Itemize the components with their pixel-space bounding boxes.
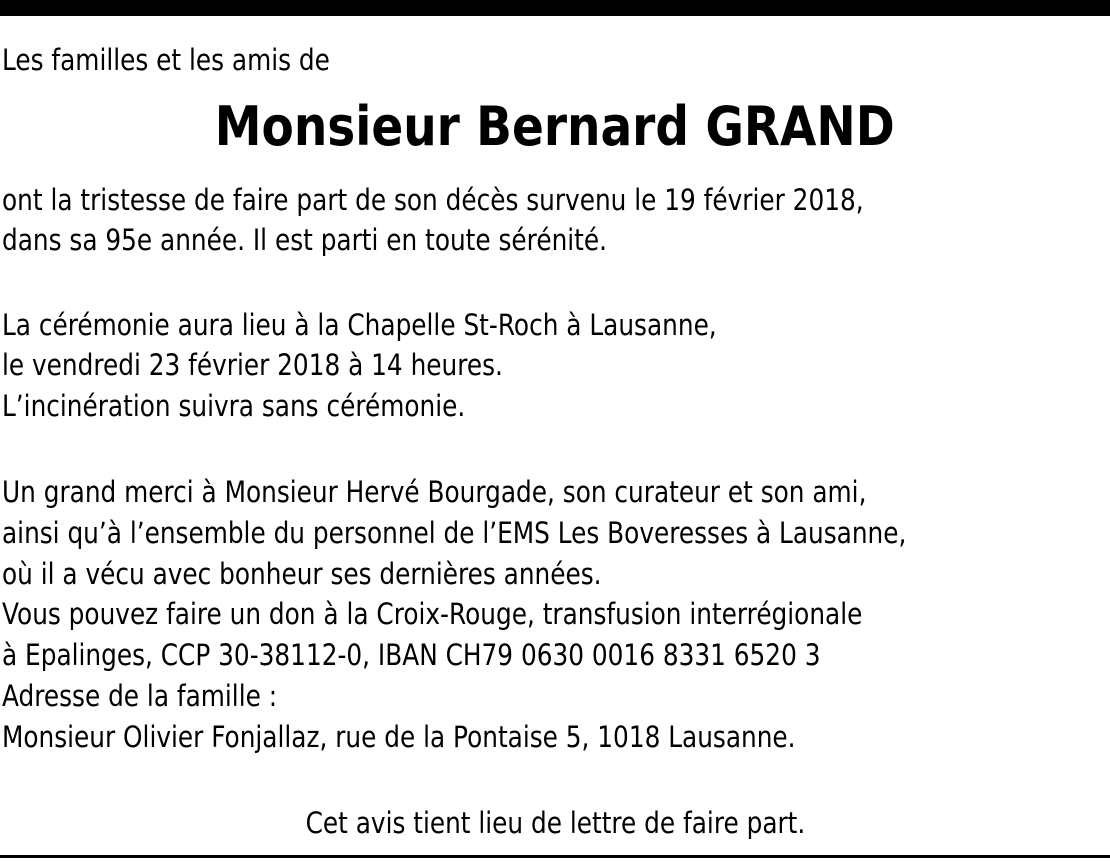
intro-text: Les familles et les amis de [2,43,330,77]
deceased-name-text: Monsieur Bernard GRAND [215,95,895,158]
closing-statement-text: Cet avis tient lieu de lettre de faire part. [305,806,805,840]
announcement-line-1: ont la tristesse de faire part de son décès survenu le 19 février 2018, [2,183,864,217]
bottom-border-rule [0,855,1110,858]
thanks-line-3: où il a vécu avec bonheur ses dernières années. [2,557,602,591]
donation-line-2: à Epalinges, CCP 30-38112-0, IBAN CH79 0630 0016 8331 6520 3 [2,638,821,672]
ceremony-line-3: L’incinération suivra sans cérémonie. [2,389,466,423]
deceased-name [0,88,1110,166]
thanks-line-2: ainsi qu’à l’ensemble du personnel de l’EMS Les Boveresses à Lausanne, [2,516,907,550]
donation-line-1: Vous pouvez faire un don à la Croix-Rouge, transfusion interrégionale [2,597,863,631]
ceremony-line-2: le vendredi 23 février 2018 à 14 heures. [2,348,503,382]
family-address: Monsieur Olivier Fonjallaz, rue de la Pontaise 5, 1018 Lausanne. [2,720,796,754]
announcement-line-2: dans sa 95e année. Il est parti en toute sérénité. [2,223,607,257]
thanks-line-1: Un grand merci à Monsieur Hervé Bourgade, son curateur et son ami, [2,475,867,509]
family-address-label: Adresse de la famille : [2,679,278,713]
ceremony-line-1: La cérémonie aura lieu à la Chapelle St-Roch à Lausanne, [2,308,717,342]
closing-statement [0,803,1110,843]
